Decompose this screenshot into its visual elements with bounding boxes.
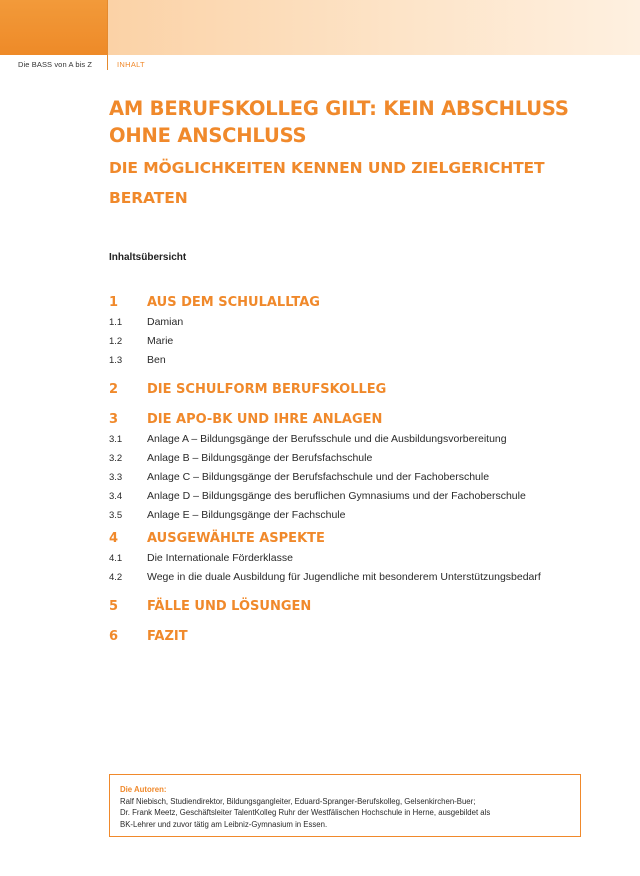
- toc-item-label: Anlage D – Bildungsgänge des beruflichen Gymnasiums und der Fachoberschule: [147, 490, 526, 502]
- authors-line: Ralf Niebisch, Studiendirektor, Bildungsgangleiter, Eduard-Spranger-Berufskolleg, Gelsenkirchen-Buer;: [120, 796, 476, 806]
- authors-line: Dr. Frank Meetz, Geschäftsleiter TalentKolleg Ruhr der Westfälischen Hochschule in Herne, ausgebildet als: [120, 808, 491, 817]
- toc-item-number: 3.3: [109, 472, 123, 483]
- header-gradient-band: [108, 0, 640, 55]
- toc-item-label: Anlage E – Bildungsgänge der Fachschule: [147, 509, 346, 521]
- toc-section-title: DIE APO-BK UND IHRE ANLAGEN: [147, 412, 383, 427]
- toc-item[interactable]: [109, 351, 609, 370]
- toc-item[interactable]: [109, 468, 609, 487]
- toc-item-label: Die Internationale Förderklasse: [147, 552, 293, 564]
- authors-box: [109, 774, 581, 837]
- toc-section-number: 2: [109, 382, 119, 397]
- toc-section-2[interactable]: [109, 380, 609, 400]
- toc-item[interactable]: [109, 313, 609, 332]
- authors-heading: Die Autoren:: [120, 785, 167, 794]
- toc-section-number: 1: [109, 295, 119, 310]
- toc-item-number: 3.2: [109, 453, 123, 464]
- section-label: INHALT: [117, 60, 145, 69]
- toc-item[interactable]: [109, 332, 609, 351]
- toc-section-number: 6: [109, 629, 119, 644]
- toc-section-5[interactable]: [109, 597, 609, 617]
- toc-section-number: 3: [109, 412, 119, 427]
- toc-item-number: 4.1: [109, 553, 123, 564]
- toc-item-label: Anlage C – Bildungsgänge der Berufsfachschule und der Fachoberschule: [147, 471, 490, 483]
- toc-section-number: 4: [109, 531, 119, 546]
- toc-section-1[interactable]: [109, 293, 609, 313]
- toc-section-4[interactable]: [109, 529, 609, 549]
- toc-item-label: Anlage A – Bildungsgänge der Berufsschule und die Ausbildungsvorbereitung: [147, 433, 507, 445]
- toc-section-6[interactable]: [109, 627, 609, 647]
- toc-item[interactable]: [109, 506, 609, 525]
- table-of-contents: [109, 293, 609, 647]
- toc-section-title: DIE SCHULFORM BERUFSKOLLEG: [147, 382, 387, 397]
- toc-section-title: AUS DEM SCHULALLTAG: [147, 295, 320, 310]
- toc-item-number: 1.1: [109, 317, 123, 328]
- toc-item-number: 1.2: [109, 336, 123, 347]
- running-header: [0, 59, 640, 71]
- toc-item[interactable]: [109, 568, 609, 587]
- toc-section-title: AUSGEWÄHLTE ASPEKTE: [147, 531, 325, 546]
- toc-item-number: 3.4: [109, 491, 123, 502]
- toc-item-label: Anlage B – Bildungsgänge der Berufsfachschule: [147, 452, 373, 464]
- toc-item[interactable]: [109, 487, 609, 506]
- toc-item[interactable]: [109, 549, 609, 568]
- toc-section-title: FAZIT: [147, 629, 188, 644]
- header-color-block: [0, 0, 107, 55]
- toc-item-number: 1.3: [109, 355, 123, 366]
- toc-item[interactable]: [109, 430, 609, 449]
- title-block: [109, 95, 609, 213]
- publication-label: Die BASS von A bis Z: [18, 60, 93, 69]
- toc-section-title: FÄLLE UND LÖSUNGEN: [147, 599, 312, 614]
- page-title: AM BERUFSKOLLEG GILT: KEIN ABSCHLUSS OHNE ANSCHLUSS: [109, 97, 569, 147]
- toc-item-label: Ben: [147, 354, 166, 366]
- toc-section-number: 5: [109, 599, 119, 614]
- toc-section-3[interactable]: [109, 410, 609, 430]
- toc-item-label: Wege in die duale Ausbildung für Jugendliche mit besonderem Unterstützungsbedarf: [147, 571, 541, 583]
- toc-item-label: Marie: [147, 335, 174, 347]
- toc-item-number: 3.5: [109, 510, 123, 521]
- toc-item[interactable]: [109, 449, 609, 468]
- overview-heading: Inhaltsübersicht: [109, 252, 187, 263]
- toc-item-number: 3.1: [109, 434, 123, 445]
- toc-item-label: Damian: [147, 316, 184, 328]
- page-subtitle: DIE MÖGLICHKEITEN KENNEN UND ZIELGERICHTET BERATEN: [109, 159, 545, 207]
- authors-line: BK-Lehrer und zuvor tätig am Leibniz-Gymnasium in Essen.: [120, 819, 328, 829]
- toc-item-number: 4.2: [109, 572, 123, 583]
